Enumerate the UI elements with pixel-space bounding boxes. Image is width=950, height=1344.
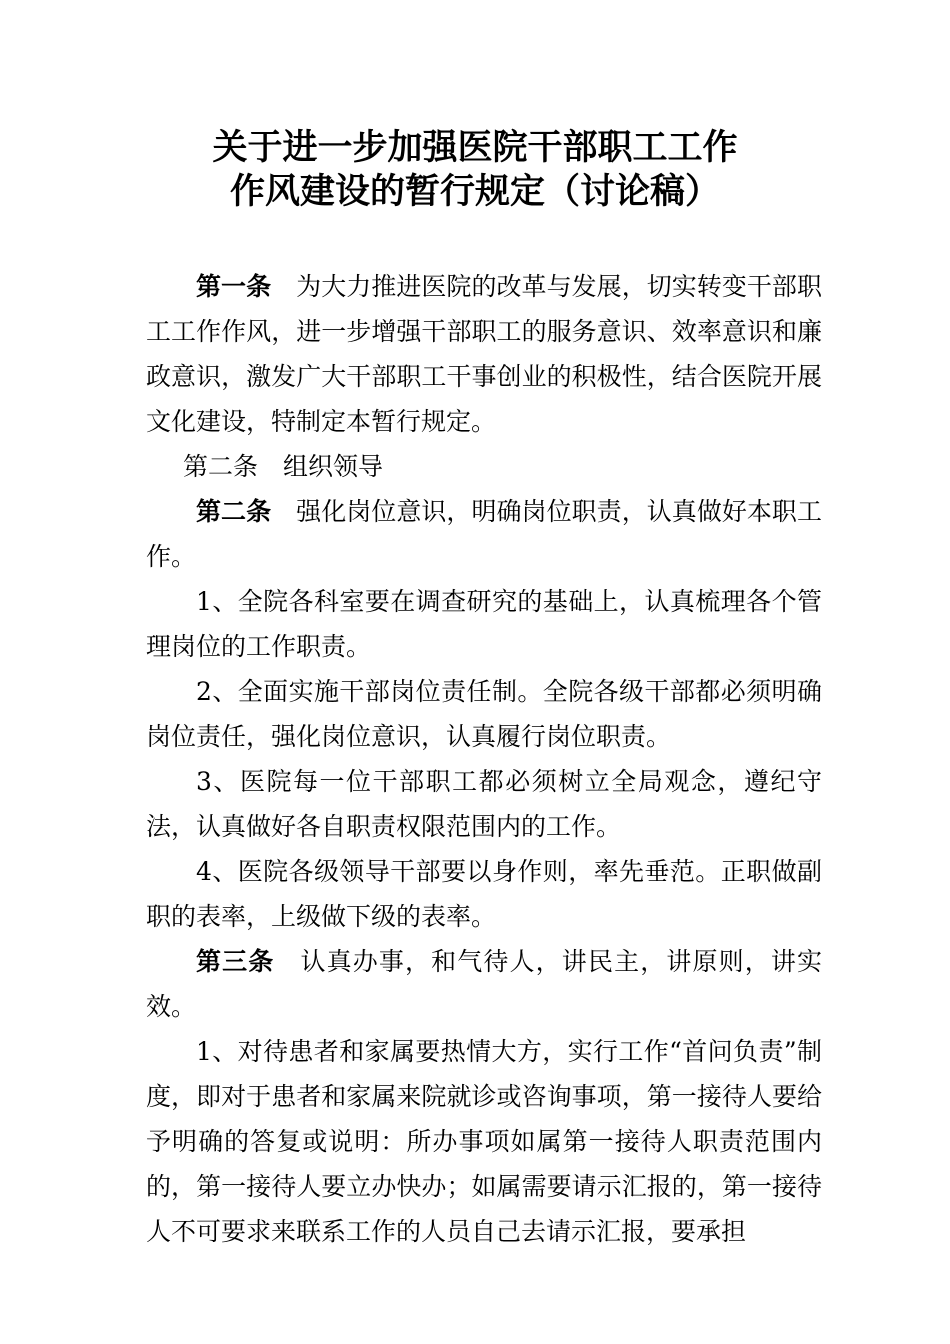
paragraph-article-1 (146, 264, 822, 444)
paragraph-item: 2、全面实施干部岗位责任制。全院各级干部都必须明确岗位责任，强化岗位意识，认真履行岗位职责。 (146, 677, 822, 751)
document-title-line-1: 关于进一步加强医院干部职工工作 (212, 128, 738, 168)
document-body (146, 264, 822, 1254)
article-number: 第一条 (196, 272, 272, 301)
paragraph-item: 3、医院每一位干部职工都必须树立全局观念，遵纪守法，认真做好各自职责权限范围内的工作。 (146, 767, 822, 841)
paragraph-item: 1、全院各科室要在调查研究的基础上，认真梳理各个管理岗位的工作职责。 (146, 587, 822, 661)
paragraph-article-2 (146, 489, 822, 579)
paragraph-text: 认真办事，和气待人，讲民主，讲原则，讲实效。 (146, 947, 822, 1021)
article-number: 第三条 (196, 947, 275, 976)
document-title-line-2: 作风建设的暂行规定（讨论稿） (229, 172, 720, 212)
paragraph-item: 4、医院各级领导干部要以身作则，率先垂范。正职做副职的表率，上级做下级的表率。 (146, 857, 822, 931)
paragraph-section-heading: 第二条 组织领导 (183, 452, 384, 481)
paragraph-text: 为大力推进医院的改革与发展，切实转变干部职工工作作风，进一步增强干部职工的服务意识、效率意识和廉政意识，激发广大干部职工干事创业的积极性，结合医院开展文化建设，特制定本暂行规定。 (146, 272, 822, 436)
article-number: 第二条 (196, 497, 272, 526)
paragraph-item: 1、对待患者和家属要热情大方，实行工作“首问负责”制度，即对于患者和家属来院就诊或咨询事项，第一接待人要给予明确的答复或说明：所办事项如属第一接待人职责范围内的，第一接待人要立办快办；如属需要请示汇报的，第一接待人不可要求来联系工作的人员自己去请示汇报，要承担 (146, 1037, 822, 1246)
paragraph-article-3 (146, 939, 822, 1029)
paragraph-text: 强化岗位意识，明确岗位职责，认真做好本职工作。 (146, 497, 822, 571)
